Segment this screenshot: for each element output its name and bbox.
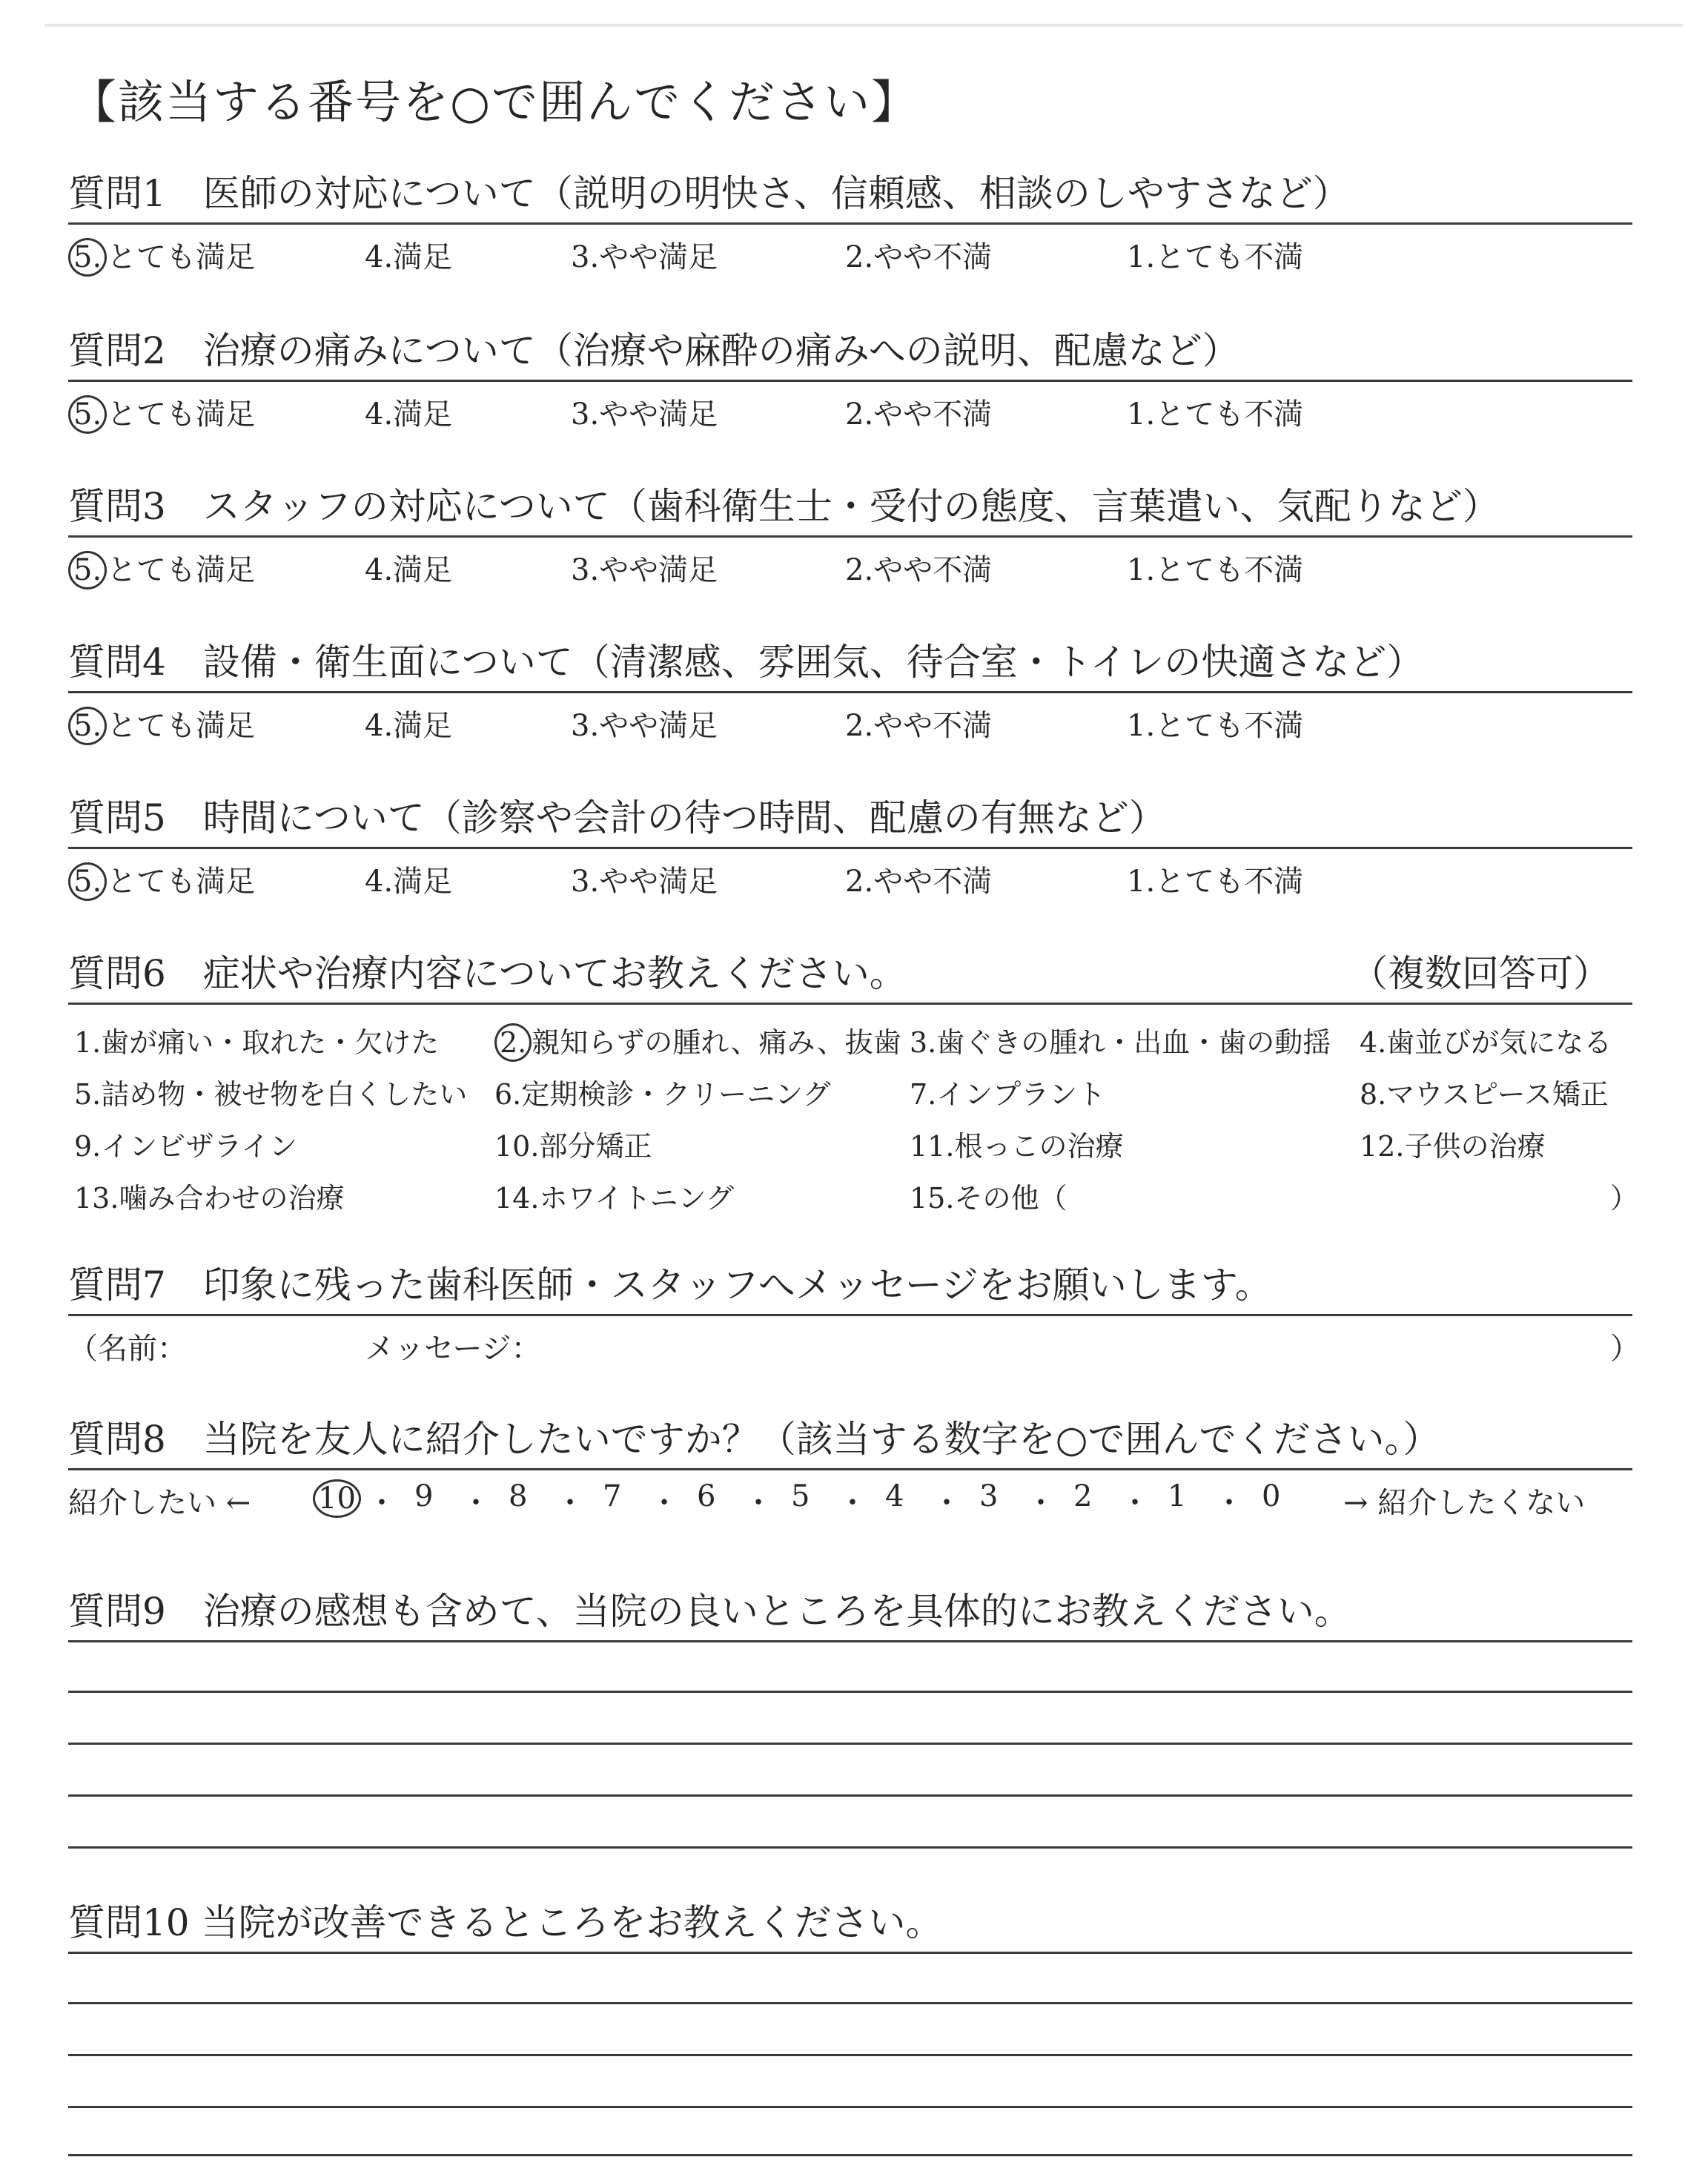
writing-line[interactable] <box>68 2106 1632 2108</box>
option-number: 3. <box>571 397 600 432</box>
rating-option[interactable] <box>68 858 255 901</box>
symptom-option[interactable] <box>1360 1123 1545 1164</box>
rating-options <box>68 382 1632 432</box>
option-label: 満足 <box>393 709 453 743</box>
symptom-option[interactable] <box>910 1175 1067 1216</box>
rating-option[interactable] <box>68 234 255 277</box>
option-number: 1. <box>1127 240 1156 274</box>
scale-value[interactable]: 9 <box>414 1479 434 1513</box>
option-label: 部分矯正 <box>539 1130 652 1163</box>
question-title: 質問4 設備・衛生面について（清潔感、雰囲気、待合室・トイレの快適さなど） <box>68 641 1424 684</box>
option-label: やや満足 <box>599 397 718 432</box>
option-number: 1. <box>1127 397 1156 432</box>
rating-option[interactable] <box>571 702 718 744</box>
rating-options <box>68 693 1632 743</box>
option-label: やや不満 <box>873 709 993 743</box>
rating-option[interactable] <box>571 234 718 276</box>
symptom-option[interactable] <box>1360 1020 1612 1060</box>
option-number: 5. <box>68 862 107 901</box>
writing-line[interactable] <box>68 2154 1632 2156</box>
scale-separator: ・ <box>838 1486 867 1520</box>
option-label: やや満足 <box>599 553 718 587</box>
option-number: 3. <box>571 709 600 743</box>
option-label: インプラント <box>936 1078 1106 1111</box>
question-title: 質問1 医師の対応について（説明の明快さ、信頼感、相談のしやすさなど） <box>68 172 1350 215</box>
rating-options <box>68 538 1632 587</box>
option-label: やや満足 <box>599 240 718 274</box>
option-number: 9. <box>74 1130 102 1163</box>
scale-value[interactable]: 10 <box>313 1479 361 1518</box>
option-label: とても不満 <box>1155 865 1304 899</box>
option-number: 3. <box>571 865 600 899</box>
option-label: 満足 <box>393 865 453 899</box>
title-underline <box>68 1640 1632 1642</box>
question-title: 質問9 治療の感想も含めて、当院の良いところを具体的にお教えください。 <box>68 1590 1351 1633</box>
scale-separator: ・ <box>932 1486 961 1520</box>
question-3 <box>68 482 1632 587</box>
question-title: 質問5 時間について（診察や会計の待つ時間、配慮の有無など） <box>68 796 1166 839</box>
option-label: とても不満 <box>1155 709 1304 743</box>
symptom-option[interactable] <box>494 1175 734 1216</box>
symptom-option[interactable] <box>494 1071 831 1112</box>
option-number: 1. <box>1127 865 1156 899</box>
symptom-option[interactable] <box>74 1020 439 1060</box>
rating-option[interactable] <box>571 858 718 900</box>
symptom-option[interactable] <box>74 1175 344 1216</box>
scale-value[interactable]: 6 <box>697 1479 716 1513</box>
option-number: 4. <box>365 240 394 274</box>
option-label: とても満足 <box>107 240 256 274</box>
question-5 <box>68 793 1632 899</box>
question-1 <box>68 169 1632 274</box>
rating-option[interactable] <box>365 391 452 433</box>
symptom-option[interactable] <box>74 1071 467 1112</box>
option-label: 子供の治療 <box>1404 1130 1546 1163</box>
option-number: 1. <box>74 1026 102 1059</box>
option-label: やや不満 <box>873 865 993 899</box>
option-label: 親知らずの腫れ、痛み、抜歯 <box>532 1026 901 1059</box>
symptom-options <box>68 1005 1639 1220</box>
option-label: 歯並びが気になる <box>1386 1026 1612 1059</box>
message-label: メッセージ： <box>365 1332 541 1366</box>
multiple-answer-note: （複数回答可） <box>1351 952 1610 995</box>
option-label: 定期検診・クリーニング <box>521 1078 831 1111</box>
question-title: 質問10 当院が改善できるところをお教えください。 <box>68 1901 943 1944</box>
option-label: 詰め物・被せ物を白くしたい <box>101 1078 468 1111</box>
rating-option[interactable] <box>68 702 255 745</box>
scale-value[interactable]: 7 <box>603 1479 622 1513</box>
option-number: 5. <box>68 551 107 589</box>
option-label: とても満足 <box>107 397 256 432</box>
question-title: 質問8 当院を友人に紹介したいですか？（該当する数字を○で囲んでください。） <box>68 1418 1440 1461</box>
scale-value[interactable]: 4 <box>885 1479 904 1513</box>
option-label: とても不満 <box>1155 240 1304 274</box>
symptom-option[interactable] <box>1360 1071 1609 1112</box>
scale-separator: ・ <box>744 1486 773 1520</box>
option-label: 満足 <box>393 240 453 274</box>
option-number: 4. <box>365 709 394 743</box>
option-number: 15. <box>910 1182 955 1215</box>
option-number: 5. <box>74 1078 102 1111</box>
option-number: 4. <box>365 865 394 899</box>
rating-option[interactable] <box>365 858 452 900</box>
question-6 <box>68 949 1639 1220</box>
option-label: やや満足 <box>599 865 718 899</box>
option-label: 根っこの治療 <box>954 1130 1124 1163</box>
scale-separator: ・ <box>367 1486 397 1520</box>
scale-separator: ・ <box>555 1486 585 1520</box>
symptom-option[interactable] <box>74 1123 297 1164</box>
option-label: とても不満 <box>1155 553 1304 587</box>
writing-line[interactable] <box>68 1691 1632 1693</box>
option-label: やや不満 <box>873 553 993 587</box>
rating-option[interactable] <box>845 234 992 276</box>
scale-separator: ・ <box>461 1486 491 1520</box>
option-label: とても満足 <box>107 709 256 743</box>
scale-value[interactable]: 8 <box>509 1479 528 1513</box>
scale-value[interactable]: 3 <box>979 1479 999 1513</box>
option-number: 2. <box>845 553 874 587</box>
scan-edge <box>44 24 1683 27</box>
page-title: 【該当する番号を○で囲んでください】 <box>70 75 919 129</box>
question-9 <box>68 1587 1632 1642</box>
option-number: 3. <box>571 240 600 274</box>
option-number: 5. <box>68 707 107 745</box>
option-number: 6. <box>494 1078 522 1111</box>
option-label: 歯が痛い・取れた・欠けた <box>101 1026 440 1059</box>
rating-options <box>68 849 1632 899</box>
option-label: とても満足 <box>107 553 256 587</box>
scale-left-label: 紹介したい ← <box>68 1486 251 1520</box>
option-number: 3. <box>571 553 600 587</box>
option-label: とても満足 <box>107 865 256 899</box>
scale-separator: ・ <box>1214 1486 1244 1520</box>
close-paren: ） <box>1610 1332 1640 1366</box>
recommend-scale <box>68 1470 1632 1520</box>
rating-option[interactable] <box>1127 234 1303 276</box>
option-number: 8. <box>1360 1078 1387 1111</box>
rating-option[interactable] <box>845 546 992 589</box>
symptom-option[interactable] <box>910 1123 1123 1164</box>
option-number: 3. <box>910 1026 937 1059</box>
rating-option[interactable] <box>365 546 452 589</box>
option-number: 4. <box>1360 1026 1387 1059</box>
rating-option[interactable] <box>845 391 992 433</box>
symptom-option[interactable] <box>494 1123 652 1164</box>
option-label: とても不満 <box>1155 397 1304 432</box>
symptom-option[interactable] <box>494 1020 901 1062</box>
option-number: 2. <box>845 240 874 274</box>
option-number: 13. <box>74 1182 119 1215</box>
option-number: 2. <box>845 397 874 432</box>
question-title: 質問2 治療の痛みについて（治療や麻酔の痛みへの説明、配慮など） <box>68 329 1239 372</box>
option-label: やや満足 <box>599 709 718 743</box>
option-label: やや不満 <box>873 240 993 274</box>
option-number: 5. <box>68 238 107 277</box>
question-title: 質問3 スタッフの対応について（歯科衛生士・受付の態度、言葉遣い、気配りなど） <box>68 485 1500 528</box>
question-title: 質問6 症状や治療内容についてお教えください。 <box>68 952 907 995</box>
writing-line[interactable] <box>68 2002 1632 2004</box>
option-number: 7. <box>910 1078 937 1111</box>
scale-separator: ・ <box>1026 1486 1056 1520</box>
title-underline <box>68 1952 1632 1954</box>
rating-option[interactable] <box>845 858 992 900</box>
rating-option[interactable] <box>1127 858 1303 900</box>
option-label: 歯ぐきの腫れ・出血・歯の動揺 <box>936 1026 1331 1059</box>
option-number: 11. <box>910 1130 955 1163</box>
option-label: マウスピース矯正 <box>1386 1078 1609 1111</box>
question-4 <box>68 638 1632 743</box>
question-2 <box>68 326 1632 432</box>
rating-option[interactable] <box>1127 391 1303 433</box>
scale-separator: ・ <box>649 1486 679 1520</box>
option-number: 14. <box>494 1182 540 1215</box>
option-number: 10. <box>494 1130 540 1163</box>
option-number: 1. <box>1127 709 1156 743</box>
question-title: 質問7 印象に残った歯科医師・スタッフへメッセージをお願いします。 <box>68 1264 1272 1307</box>
rating-option[interactable] <box>68 546 255 589</box>
rating-option[interactable] <box>365 702 452 744</box>
option-number: 4. <box>365 553 394 587</box>
option-label: やや不満 <box>873 397 993 432</box>
scale-value[interactable]: 2 <box>1073 1479 1093 1513</box>
writing-line[interactable] <box>68 1794 1632 1797</box>
question-10 <box>68 1898 1632 1954</box>
option-number: 1. <box>1127 553 1156 587</box>
option-label: ホワイトニング <box>539 1182 735 1215</box>
scale-right-label: → 紹介したくない <box>1343 1486 1586 1520</box>
symptom-option[interactable] <box>910 1071 1105 1112</box>
option-number: 2. <box>494 1023 532 1062</box>
option-label: その他（ <box>954 1182 1068 1215</box>
option-label: 噛み合わせの治療 <box>119 1182 345 1215</box>
writing-line[interactable] <box>68 1846 1632 1849</box>
rating-option[interactable] <box>571 546 718 589</box>
scale-value[interactable]: 5 <box>791 1479 810 1513</box>
option-number: 5. <box>68 395 107 434</box>
option-label: 満足 <box>393 397 453 432</box>
option-label: インビザライン <box>101 1130 298 1163</box>
option-number: 2. <box>845 709 874 743</box>
close-paren: ） <box>1610 1182 1639 1215</box>
writing-line[interactable] <box>68 2054 1632 2056</box>
rating-option[interactable] <box>365 234 452 276</box>
rating-options <box>68 225 1632 274</box>
scale-value[interactable]: 1 <box>1168 1479 1187 1513</box>
question-7 <box>68 1261 1640 1366</box>
writing-line[interactable] <box>68 1743 1632 1745</box>
option-number: 2. <box>845 865 874 899</box>
rating-option[interactable] <box>571 391 718 433</box>
option-number: 12. <box>1360 1130 1405 1163</box>
option-number: 4. <box>365 397 394 432</box>
rating-option[interactable] <box>68 391 255 434</box>
name-label: （名前： <box>68 1332 187 1366</box>
rating-option[interactable] <box>845 702 992 744</box>
scale-separator: ・ <box>1120 1486 1150 1520</box>
rating-option[interactable] <box>1127 546 1303 589</box>
option-label: 満足 <box>393 553 453 587</box>
rating-option[interactable] <box>1127 702 1303 744</box>
symptom-option[interactable] <box>910 1020 1331 1060</box>
scale-value[interactable]: 0 <box>1262 1479 1281 1513</box>
question-8 <box>68 1415 1632 1520</box>
